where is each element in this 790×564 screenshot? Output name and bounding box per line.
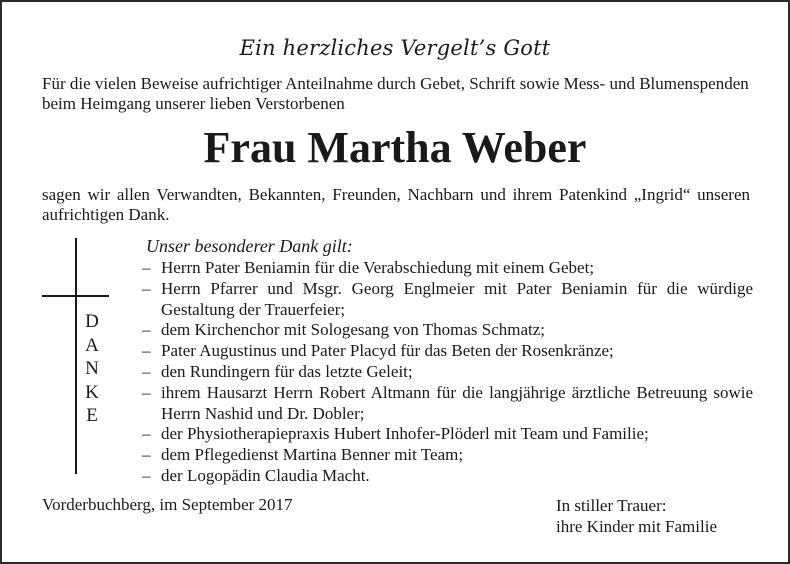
special-thanks-list <box>138 258 753 487</box>
danke-letter: N <box>85 358 99 379</box>
cross-vertical-bar <box>75 238 77 474</box>
list-item-text: der Physiotherapiepraxis Hubert Inhofer-Plöderl mit Team und Familie; <box>161 424 649 444</box>
mourning-signature <box>556 495 717 537</box>
list-item-text: Herrn Pfarrer und Msgr. Georg Englmeier mit Pater Beniamin für die würdige Gestaltung der Trauerfeier; <box>161 278 753 319</box>
dash-mark: – <box>142 320 151 340</box>
dash-mark: – <box>142 465 151 485</box>
dash-mark: – <box>142 382 151 402</box>
intro-paragraph: Für die vielen Beweise aufrichtiger Anteilnahme durch Gebet, Schrift sowie Mess- und Blumenspenden beim Heimgang unserer lieben Verstorbenen <box>42 74 749 113</box>
list-item <box>138 320 753 341</box>
dash-mark: – <box>142 341 151 361</box>
list-item <box>138 445 753 466</box>
danke-letter: K <box>85 381 99 403</box>
deceased-name: Frau Martha Weber <box>203 123 587 172</box>
danke-letter: D <box>85 311 99 332</box>
notice-heading: Ein herzliches Vergelt’s Gott <box>239 36 551 60</box>
list-item-text: den Rundingern für das letzte Geleit; <box>161 361 413 381</box>
list-item <box>138 383 753 425</box>
list-item <box>138 362 753 383</box>
list-item <box>138 279 753 321</box>
dash-mark: – <box>142 258 151 277</box>
list-item <box>138 466 753 487</box>
list-item <box>138 341 753 362</box>
cross-horizontal-bar <box>42 295 109 297</box>
mourning-line: In stiller Trauer: <box>556 496 667 515</box>
list-item-text: dem Kirchenchor mit Sologesang von Thomas Schmatz; <box>161 320 546 340</box>
list-item-text: dem Pflegedienst Martina Benner mit Team; <box>161 445 464 465</box>
danke-letters <box>80 310 104 428</box>
list-item-text: ihrem Hausarzt Herrn Robert Altmann für die langjährige ärztliche Betreuung sowie Herrn Nashid und Dr. Dobler; <box>161 382 753 423</box>
list-item <box>138 424 753 445</box>
list-item-text: der Logopädin Claudia Macht. <box>161 465 370 485</box>
dash-mark: – <box>142 278 151 298</box>
special-thanks-title: Unser besonderer Dank gilt: <box>146 236 353 256</box>
place-and-date: Vorderbuchberg, im September 2017 <box>42 495 293 514</box>
thanks-paragraph: sagen wir allen Verwandten, Bekannten, Freunden, Nachbarn und ihrem Patenkind „Ingrid“ unseren aufrichtigen Dank. <box>42 185 750 224</box>
list-item <box>138 258 753 279</box>
list-item-text: Herrn Pater Beniamin für die Verabschiedung mit einem Gebet; <box>161 258 595 277</box>
dash-mark: – <box>142 361 151 381</box>
danke-letter: E <box>86 405 98 426</box>
dash-mark: – <box>142 445 151 465</box>
mourning-line: ihre Kinder mit Familie <box>556 517 717 536</box>
danke-letter: A <box>85 334 99 356</box>
list-item-text: Pater Augustinus und Pater Placyd für das Beten der Rosenkränze; <box>161 341 614 361</box>
dash-mark: – <box>142 424 151 444</box>
